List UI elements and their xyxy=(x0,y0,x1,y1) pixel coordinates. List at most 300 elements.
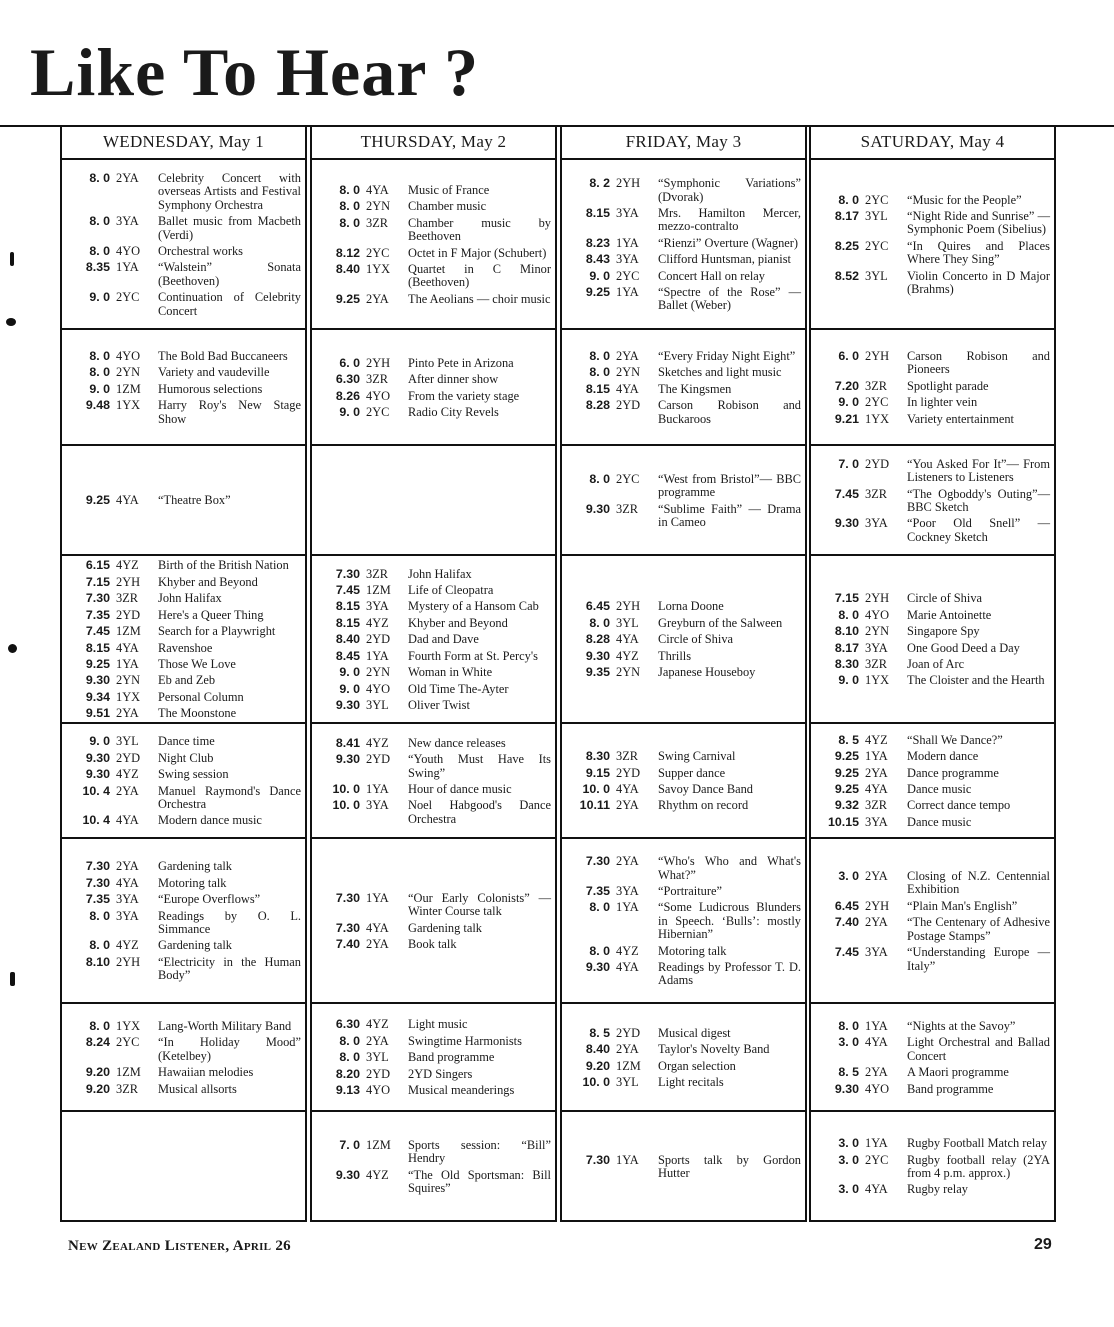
programme-time: 8. 0 xyxy=(89,214,110,229)
programme-title: Night Club xyxy=(158,750,214,765)
programme-time: 9. 0 xyxy=(589,268,610,283)
programme-time: 9.20 xyxy=(85,1081,110,1096)
programme-title: “Shall We Dance?” xyxy=(907,732,1003,747)
programme-entry xyxy=(70,707,303,720)
programme-entry xyxy=(819,750,1052,763)
station-callsign: 3YA xyxy=(616,883,639,898)
station-callsign: 2YA xyxy=(865,915,888,930)
station-callsign: 2YH xyxy=(865,898,890,913)
programme-title: Rhythm on record xyxy=(658,798,749,813)
programme-time: 8. 0 xyxy=(589,365,610,380)
programme-title: Light music xyxy=(408,1017,468,1032)
programme-time: 8.15 xyxy=(585,381,610,396)
programme-title: Noel Habgood's Dance Orchestra xyxy=(408,798,551,826)
programme-entry xyxy=(70,877,303,890)
programme-entry xyxy=(320,753,553,780)
programme-entry xyxy=(819,270,1052,297)
programme-entry xyxy=(570,650,803,663)
programme-time: 8.30 xyxy=(585,749,610,764)
station-callsign: 2YC xyxy=(865,1152,889,1167)
programme-time: 8. 0 xyxy=(589,943,610,958)
category-cell-dance xyxy=(562,722,805,839)
programme-entry xyxy=(320,1169,553,1196)
programme-entry xyxy=(819,946,1052,973)
programme-title: Band programme xyxy=(408,1050,495,1065)
station-callsign: 2YA xyxy=(116,706,139,721)
programme-entry xyxy=(570,1076,803,1089)
programme-time: 9.34 xyxy=(85,689,110,704)
programme-time: 9. 0 xyxy=(89,290,110,305)
programme-time: 9.30 xyxy=(834,1081,859,1096)
station-callsign: 1YX xyxy=(116,398,141,413)
programme-title: Hawaiian melodies xyxy=(158,1065,254,1080)
station-callsign: 2YD xyxy=(865,456,890,471)
programme-time: 8.52 xyxy=(834,268,859,283)
programme-time: 7.30 xyxy=(585,1152,610,1167)
station-callsign: 1ZM xyxy=(116,624,141,639)
programme-title: Dance music xyxy=(907,782,972,796)
category-cell-dance xyxy=(62,722,305,839)
programme-entry xyxy=(320,1018,553,1031)
programme-title: Life of Cleopatra xyxy=(408,583,494,598)
programme-entry xyxy=(70,785,303,812)
programme-entry xyxy=(70,245,303,258)
programme-entry xyxy=(320,617,553,630)
programme-time: 9.13 xyxy=(335,1083,360,1098)
station-callsign: 3ZR xyxy=(366,215,389,230)
category-cell-sports xyxy=(811,1110,1054,1222)
programme-entry xyxy=(70,642,303,655)
programme-entry xyxy=(819,458,1052,485)
programme-entry xyxy=(70,691,303,704)
station-callsign: 3ZR xyxy=(366,372,389,387)
category-cell-plays xyxy=(811,444,1054,556)
category-cell-plays xyxy=(562,444,805,556)
station-callsign: 2YN xyxy=(616,365,641,380)
station-callsign: 4YO xyxy=(116,348,141,363)
programme-time: 8. 0 xyxy=(589,348,610,363)
programme-title: Greyburn of the Salween xyxy=(658,615,783,630)
station-callsign: 1YA xyxy=(366,890,389,905)
programme-time: 7.40 xyxy=(834,915,859,930)
programme-title: Dad and Dave xyxy=(408,632,479,647)
programme-time: 8.40 xyxy=(335,632,360,647)
station-callsign: 2YA xyxy=(366,291,389,306)
programme-entry xyxy=(320,584,553,597)
category-cell-serials xyxy=(62,554,305,724)
station-callsign: 2YN xyxy=(366,199,391,214)
programme-title: Ravenshoe xyxy=(158,640,213,655)
station-callsign: 2YN xyxy=(116,365,141,380)
programme-time: 6.45 xyxy=(834,898,859,913)
programme-title: Celebrity Concert with overseas Artists and Festival Symphony Orchestra xyxy=(158,170,301,212)
station-callsign: 1ZM xyxy=(366,1137,391,1152)
station-callsign: 2YC xyxy=(116,1035,140,1050)
programme-entry xyxy=(570,473,803,500)
programme-entry xyxy=(70,576,303,589)
station-callsign: 2YH xyxy=(616,176,641,191)
category-cell-variety xyxy=(312,328,555,446)
programme-entry xyxy=(320,247,553,260)
programme-time: 9.25 xyxy=(85,656,110,671)
programme-entry xyxy=(570,617,803,630)
programme-entry xyxy=(570,767,803,780)
station-callsign: 1YA xyxy=(116,656,139,671)
programme-time: 3. 0 xyxy=(838,869,859,884)
programme-title: Radio City Revels xyxy=(408,404,499,419)
programme-time: 10.11 xyxy=(579,798,610,813)
category-cell-talks xyxy=(312,837,555,1004)
programme-time: 8.26 xyxy=(335,388,360,403)
programme-title: “Night Ride and Sunrise” — Symphonic Poem (Sibelius) xyxy=(907,208,1050,237)
station-callsign: 2YH xyxy=(366,355,391,370)
programme-entry xyxy=(70,215,303,242)
programme-time: 7.30 xyxy=(85,875,110,890)
programme-title: Modern dance xyxy=(907,749,979,764)
programme-time: 9.48 xyxy=(85,398,110,413)
programme-title: Clifford Huntsman, pianist xyxy=(658,252,791,267)
station-callsign: 2YD xyxy=(616,1025,641,1040)
day-column xyxy=(310,126,557,1222)
programme-title: Swing session xyxy=(158,767,229,782)
programme-time: 8.20 xyxy=(335,1066,360,1081)
station-callsign: 2YH xyxy=(865,348,890,363)
programme-title: Orchestral works xyxy=(158,244,243,258)
programme-time: 9.35 xyxy=(585,665,610,680)
station-callsign: 4YA xyxy=(865,782,888,796)
programme-time: 3. 0 xyxy=(838,1035,859,1050)
programme-title: Search for a Playwright xyxy=(158,624,276,639)
programme-title: Dance programme xyxy=(907,765,999,780)
programme-title: Hour of dance music xyxy=(408,782,512,796)
programme-time: 9. 0 xyxy=(339,404,360,419)
station-callsign: 3YL xyxy=(366,1050,389,1065)
programme-entry xyxy=(320,938,553,951)
programme-title: Violin Concerto in D Major (Brahms) xyxy=(907,268,1050,297)
programme-time: 8.23 xyxy=(585,235,610,250)
programme-entry xyxy=(70,956,303,983)
station-callsign: 4YZ xyxy=(616,648,639,663)
programme-time: 7.45 xyxy=(335,583,360,598)
programme-title: John Halifax xyxy=(158,591,222,606)
programme-time: 10. 0 xyxy=(332,798,360,813)
station-callsign: 2YD xyxy=(366,752,391,767)
station-callsign: 1YX xyxy=(116,1018,141,1033)
programme-title: Light recitals xyxy=(658,1074,724,1089)
day-column xyxy=(809,126,1056,1222)
programme-entry xyxy=(70,261,303,288)
programme-time: 7. 0 xyxy=(838,456,859,471)
station-callsign: 1YX xyxy=(865,411,890,426)
programme-title: Fourth Form at St. Percy's xyxy=(408,648,538,663)
programme-time: 8. 0 xyxy=(589,471,610,486)
programme-title: Dance music xyxy=(907,814,972,829)
programme-title: Octet in F Major (Schubert) xyxy=(408,245,547,260)
day-heading: WEDNESDAY, May 1 xyxy=(62,126,305,160)
programme-time: 6. 0 xyxy=(339,355,360,370)
station-callsign: 4YZ xyxy=(616,943,639,958)
day-column xyxy=(60,126,307,1222)
programme-time: 8.28 xyxy=(585,398,610,413)
station-callsign: 2YA xyxy=(865,765,888,780)
category-cell-talks xyxy=(562,837,805,1004)
station-callsign: 4YO xyxy=(366,681,391,696)
programme-entry xyxy=(70,939,303,952)
programme-time: 8.17 xyxy=(834,640,859,655)
programme-entry xyxy=(320,1084,553,1097)
programme-title: “West from Bristol”— BBC programme xyxy=(658,471,801,500)
programme-title: Mystery of a Hansom Cab xyxy=(408,599,539,614)
programme-time: 8. 0 xyxy=(89,1018,110,1033)
programme-entry xyxy=(819,1083,1052,1096)
programme-title: Here's a Queer Thing xyxy=(158,607,264,622)
category-cell-classical xyxy=(312,160,555,330)
schedule-grid xyxy=(60,126,1056,1222)
station-callsign: 1ZM xyxy=(366,583,391,598)
station-callsign: 1YA xyxy=(116,260,139,275)
station-callsign: 1YA xyxy=(616,1152,639,1167)
programme-title: Thrills xyxy=(658,648,692,663)
programme-title: “Our Early Colonists” —Winter Course talk xyxy=(408,890,551,919)
station-callsign: 3YL xyxy=(616,615,639,630)
station-callsign: 2YA xyxy=(865,1065,888,1080)
page-title: Like To Hear ? xyxy=(30,34,480,110)
programme-title: Gardening talk xyxy=(408,920,482,935)
station-callsign: 4YA xyxy=(616,782,639,796)
programme-entry xyxy=(70,735,303,748)
category-cell-light-music xyxy=(312,1002,555,1112)
category-cell-variety xyxy=(562,328,805,446)
programme-entry xyxy=(570,901,803,941)
margin-speck xyxy=(6,318,16,326)
programme-title: Woman in White xyxy=(408,665,493,680)
day-heading: FRIDAY, May 3 xyxy=(562,126,805,160)
programme-entry xyxy=(819,350,1052,377)
programme-entry xyxy=(570,383,803,396)
programme-entry xyxy=(819,1020,1052,1033)
margin-speck xyxy=(10,972,15,986)
station-callsign: 2YD xyxy=(366,1066,391,1081)
station-callsign: 4YZ xyxy=(366,1017,389,1032)
programme-entry xyxy=(570,503,803,530)
category-cell-classical xyxy=(62,160,305,330)
station-callsign: 1YA xyxy=(616,285,639,300)
category-cell-talks xyxy=(811,837,1054,1004)
programme-title: Lang-Worth Military Band xyxy=(158,1018,292,1033)
programme-title: “Sublime Faith” — Drama in Cameo xyxy=(658,501,801,529)
programme-title: Ballet music from Macbeth (Verdi) xyxy=(158,214,301,242)
programme-entry xyxy=(819,734,1052,747)
programme-entry xyxy=(819,1066,1052,1079)
programme-entry xyxy=(819,799,1052,812)
programme-title: Band programme xyxy=(907,1081,994,1096)
programme-entry xyxy=(320,633,553,646)
programme-title: The Cloister and the Hearth xyxy=(907,673,1045,688)
programme-title: The Kingsmen xyxy=(658,381,732,396)
programme-entry xyxy=(819,1036,1052,1063)
programme-entry xyxy=(819,488,1052,515)
station-callsign: 3ZR xyxy=(116,591,139,606)
station-callsign: 3YA xyxy=(865,516,888,531)
programme-entry xyxy=(70,383,303,396)
programme-title: Gardening talk xyxy=(158,859,232,874)
programme-entry xyxy=(320,293,553,306)
programme-entry xyxy=(320,406,553,419)
programme-title: Marie Antoinette xyxy=(907,607,992,622)
station-callsign: 4YA xyxy=(616,960,639,975)
category-cell-classical xyxy=(562,160,805,330)
programme-time: 8.40 xyxy=(335,261,360,276)
programme-entry xyxy=(819,240,1052,267)
programme-time: 6.15 xyxy=(85,558,110,573)
programme-entry xyxy=(70,609,303,622)
programme-time: 8.28 xyxy=(585,632,610,647)
station-callsign: 1YA xyxy=(616,235,639,250)
programme-time: 8.15 xyxy=(335,599,360,614)
programme-title: Khyber and Beyond xyxy=(158,574,258,589)
programme-entry xyxy=(570,286,803,313)
programme-time: 9.30 xyxy=(85,750,110,765)
programme-entry xyxy=(70,814,303,827)
programme-entry xyxy=(320,683,553,696)
programme-entry xyxy=(819,380,1052,393)
programme-time: 7.30 xyxy=(85,591,110,606)
programme-title: Eb and Zeb xyxy=(158,673,216,688)
station-callsign: 2YA xyxy=(116,170,139,185)
page-number: 29 xyxy=(1034,1236,1052,1253)
programme-time: 8. 2 xyxy=(589,176,610,191)
station-callsign: 2YH xyxy=(116,954,141,969)
programme-entry xyxy=(819,870,1052,897)
margin-speck xyxy=(8,644,17,653)
programme-entry xyxy=(70,625,303,638)
station-callsign: 4YZ xyxy=(366,1167,389,1182)
programme-time: 8.10 xyxy=(85,954,110,969)
programme-time: 8.41 xyxy=(335,735,360,750)
station-callsign: 1ZM xyxy=(116,1065,141,1080)
station-callsign: 3YA xyxy=(366,798,389,813)
programme-time: 8.25 xyxy=(834,238,859,253)
station-callsign: 3YA xyxy=(616,205,639,220)
station-callsign: 2YA xyxy=(865,869,888,884)
programme-title: After dinner show xyxy=(408,372,499,387)
station-callsign: 4YA xyxy=(116,813,139,828)
station-callsign: 4YZ xyxy=(116,938,139,953)
programme-time: 9.25 xyxy=(585,285,610,300)
programme-time: 9.30 xyxy=(585,501,610,516)
programme-entry xyxy=(320,799,553,826)
programme-time: 9.25 xyxy=(335,291,360,306)
category-cell-serials xyxy=(811,554,1054,724)
programme-title: From the variety stage xyxy=(408,388,520,403)
programme-time: 9.51 xyxy=(85,706,110,721)
station-callsign: 4YZ xyxy=(366,735,389,750)
programme-title: Carson Robison and Buckaroos xyxy=(658,398,801,426)
programme-entry xyxy=(70,910,303,937)
station-callsign: 2YD xyxy=(616,765,641,780)
programme-entry xyxy=(320,184,553,197)
publication-footer: New Zealand Listener, April 26 xyxy=(68,1238,291,1254)
programme-title: Spotlight parade xyxy=(907,378,989,393)
category-cell-light-music xyxy=(562,1002,805,1112)
station-callsign: 1ZM xyxy=(116,381,141,396)
programme-title: Savoy Dance Band xyxy=(658,782,753,796)
programme-title: Book talk xyxy=(408,936,457,951)
station-callsign: 3ZR xyxy=(116,1081,139,1096)
programme-entry xyxy=(570,207,803,234)
programme-entry xyxy=(819,592,1052,605)
station-callsign: 4YO xyxy=(116,244,141,258)
programme-entry xyxy=(320,217,553,244)
programme-time: 8.10 xyxy=(834,624,859,639)
programme-title: Carson Robison and Pioneers xyxy=(907,348,1050,377)
programme-entry xyxy=(570,666,803,679)
programme-entry xyxy=(570,600,803,613)
station-callsign: 2YN xyxy=(366,665,391,680)
programme-entry xyxy=(70,658,303,671)
programme-time: 9.30 xyxy=(585,648,610,663)
station-callsign: 2YC xyxy=(366,245,390,260)
programme-title: “Plain Man's English” xyxy=(907,898,1018,913)
programme-entry xyxy=(570,270,803,283)
programme-time: 9.25 xyxy=(834,749,859,764)
programme-title: “Nights at the Savoy” xyxy=(907,1018,1016,1033)
programme-title: “Symphonic Variations” (Dvorak) xyxy=(658,176,801,204)
station-callsign: 2YC xyxy=(366,404,390,419)
programme-title: Light Orchestral and Ballad Concert xyxy=(907,1035,1050,1063)
station-callsign: 1ZM xyxy=(616,1058,641,1073)
programme-time: 7.30 xyxy=(335,920,360,935)
programme-entry xyxy=(320,1051,553,1064)
programme-entry xyxy=(70,399,303,426)
category-cell-plays xyxy=(62,444,305,556)
category-cell-variety xyxy=(811,328,1054,446)
day-column xyxy=(560,126,807,1222)
programme-time: 8. 0 xyxy=(339,215,360,230)
programme-title: One Good Deed a Day xyxy=(907,640,1020,655)
programme-time: 8.17 xyxy=(834,208,859,223)
programme-entry xyxy=(70,893,303,906)
category-cell-serials xyxy=(312,554,555,724)
programme-entry xyxy=(70,172,303,212)
station-callsign: 3ZR xyxy=(366,566,389,581)
programme-title: “Poor Old Snell” — Cockney Sketch xyxy=(907,516,1050,544)
programme-title: Oliver Twist xyxy=(408,697,470,712)
station-callsign: 4YA xyxy=(865,1182,888,1197)
programme-time: 8.45 xyxy=(335,648,360,663)
programme-time: 7.35 xyxy=(85,607,110,622)
programme-time: 8. 5 xyxy=(838,1065,859,1080)
programme-entry xyxy=(320,783,553,796)
programme-time: 8. 0 xyxy=(339,1050,360,1065)
programme-time: 8. 0 xyxy=(838,607,859,622)
programme-time: 8. 0 xyxy=(589,900,610,915)
programme-title: The Aeolians — choir music xyxy=(408,291,551,306)
programme-entry xyxy=(70,291,303,318)
programme-entry xyxy=(320,600,553,613)
programme-time: 9.21 xyxy=(834,411,859,426)
station-callsign: 3YA xyxy=(865,814,888,829)
programme-time: 9.25 xyxy=(834,782,859,796)
programme-title: “Some Ludicrous Blunders in Speech. ‘Bulls’: mostly Hibernian” xyxy=(658,900,801,942)
programme-title: The Bold Bad Buccaneers xyxy=(158,348,288,363)
programme-time: 8. 0 xyxy=(838,1018,859,1033)
programme-time: 9.20 xyxy=(85,1065,110,1080)
programme-title: Swing Carnival xyxy=(658,749,736,764)
programme-title: Lorna Doone xyxy=(658,599,724,614)
station-callsign: 3ZR xyxy=(865,656,888,671)
station-callsign: 4YA xyxy=(366,920,389,935)
